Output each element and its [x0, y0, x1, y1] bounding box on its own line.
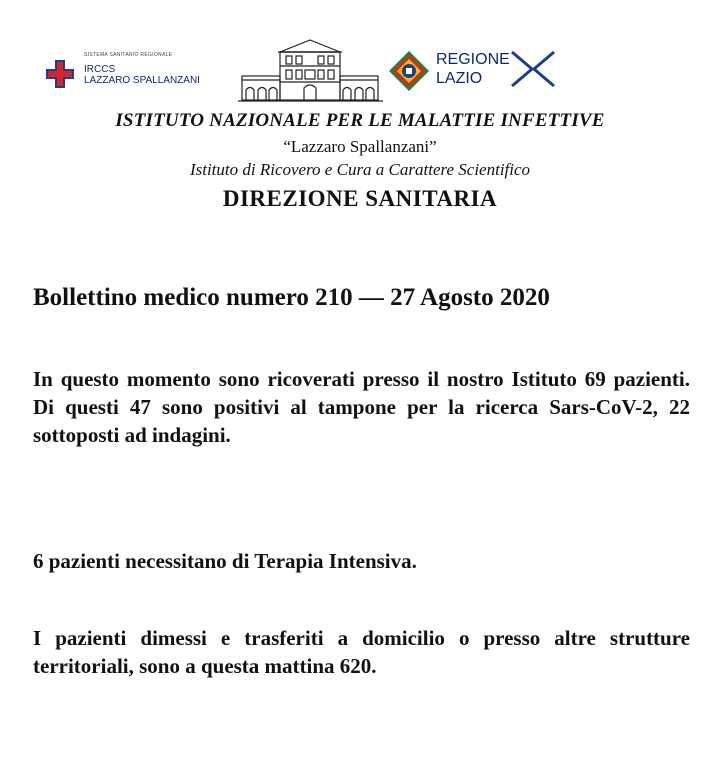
- bulletin-paragraph-discharges: I pazienti dimessi e trasferiti a domicilio o presso altre strutture territoriali, sono a questa mattina 620.: [33, 626, 690, 678]
- department-title: DIREZIONE SANITARIA: [222, 186, 498, 211]
- regione-emblem-icon: [388, 50, 430, 92]
- regione-lazio-text: REGIONE LAZIO: [436, 51, 510, 87]
- logo-bar: [40, 36, 680, 104]
- chevron-graphic-icon: [510, 48, 556, 90]
- ircss-name: IRCCS LAZZARO SPALLANZANI: [84, 64, 200, 86]
- bulletin-paragraph-intensive-care: 6 pazienti necessitano di Terapia Intensiva.: [33, 549, 417, 573]
- bulletin-title: Bollettino medico numero 210 — 27 Agosto 2020: [33, 284, 550, 311]
- ircss-network-label: SISTEMA SANITARIO REGIONALE: [84, 52, 173, 58]
- bulletin-paragraph-admissions: In questo momento sono ricoverati presso il nostro Istituto 69 pazienti. Di questi 47 sono positivi al tampone per la ricerca Sars-CoV-2, 22 sottoposti ad indagini.: [33, 367, 690, 447]
- ircss-spallanzani-logo: [46, 52, 236, 92]
- building-icon: [238, 36, 383, 104]
- institute-description: Istituto di Ricovero e Cura a Carattere Scientifico: [189, 160, 531, 179]
- regione-lazio-logo: [388, 46, 558, 96]
- institute-name: ISTITUTO NAZIONALE PER LE MALATTIE INFETTIVE: [115, 110, 605, 131]
- institute-subname: “Lazzaro Spallanzani”: [283, 137, 437, 156]
- red-cross-icon: [46, 60, 74, 88]
